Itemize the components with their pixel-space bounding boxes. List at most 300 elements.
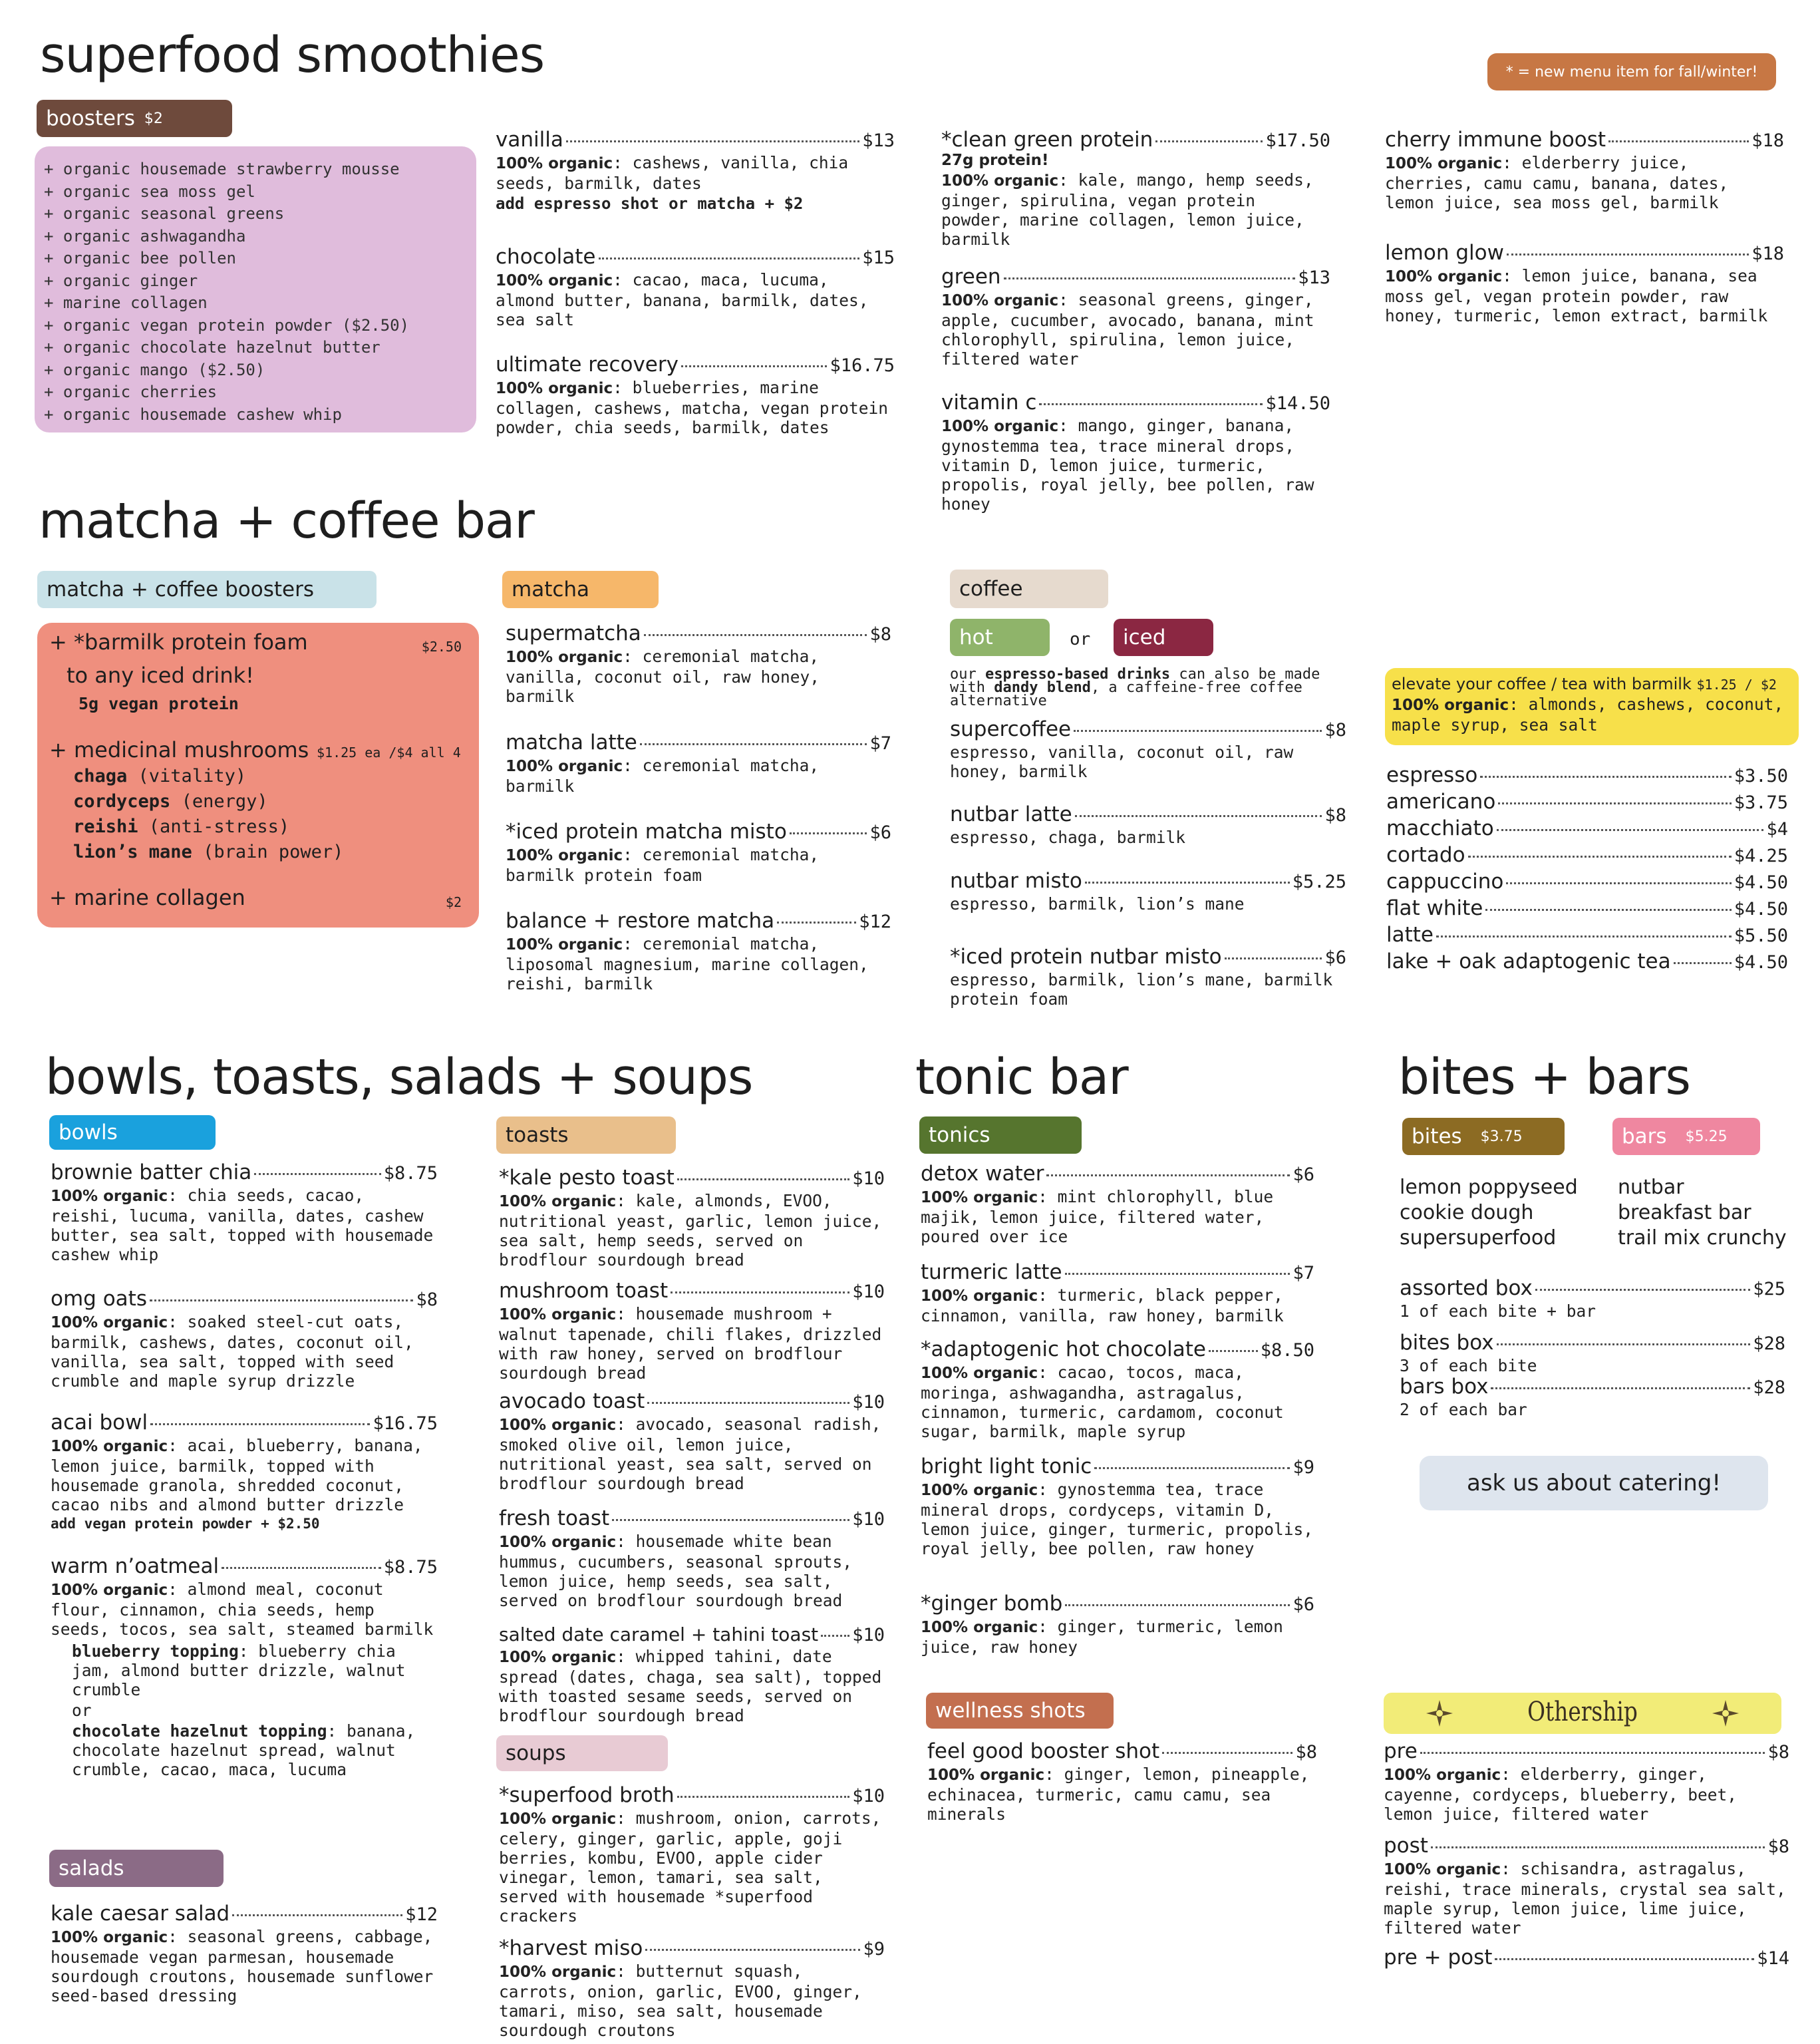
item-price: $18 bbox=[1751, 244, 1784, 264]
protein-foam-grams: 5g vegan protein bbox=[78, 694, 239, 713]
menu-item-assorted-box bbox=[1400, 1276, 1785, 1321]
pill-label: matcha + coffee boosters bbox=[47, 578, 314, 601]
ingredients: : housemade mushroom + walnut tapenade, chili flakes, drizzled with raw honey, served on brodflour sourdough bread bbox=[499, 1304, 882, 1383]
organic-label: 100% organic bbox=[1392, 697, 1509, 714]
menu-item-acai-bowl bbox=[51, 1411, 438, 1532]
item-price: $6 bbox=[1292, 1594, 1314, 1615]
item-desc bbox=[499, 1304, 885, 1383]
dot-leader bbox=[1497, 829, 1764, 831]
item-price: $4.25 bbox=[1734, 846, 1788, 866]
item-price: $8 bbox=[1767, 1836, 1789, 1857]
organic-label: 100% organic bbox=[927, 1767, 1045, 1784]
list-item bbox=[1386, 949, 1788, 975]
item-price: $6 bbox=[1292, 1164, 1314, 1185]
item-desc bbox=[941, 170, 1330, 249]
dot-leader bbox=[566, 140, 859, 142]
organic-label: 100% organic bbox=[499, 1534, 617, 1551]
ingredients: : cacao, maca, lucuma, almond butter, banana, barmilk, dates, sea salt bbox=[496, 270, 869, 329]
item-name: balance + restore matcha bbox=[506, 909, 775, 933]
ingredients: : almonds, cashews, coconut, maple syrup, sea salt bbox=[1392, 695, 1784, 735]
bowls-pill bbox=[49, 1115, 216, 1150]
organic-label: 100% organic bbox=[51, 1929, 168, 1946]
item-name: espresso bbox=[1386, 763, 1478, 787]
item-price: $8 bbox=[1767, 1742, 1789, 1763]
item-desc bbox=[941, 416, 1330, 514]
item-price: $8 bbox=[1324, 720, 1346, 741]
item-name: *adaptogenic hot chocolate bbox=[921, 1337, 1207, 1361]
matcha-coffee-boosters-box bbox=[37, 623, 479, 928]
dot-leader bbox=[1004, 277, 1296, 279]
barmilk-elevate-box bbox=[1385, 668, 1799, 745]
protein-foam-note: to any iced drink! bbox=[67, 663, 254, 688]
ingredients: : gynostemma tea, trace mineral drops, cordyceps, vitamin D, lemon juice, ginger, turmeric, propolis, royal jelly, bee pollen, raw honey bbox=[921, 1480, 1314, 1558]
item-name: *harvest miso bbox=[499, 1936, 643, 1960]
ingredients: : acai, blueberry, banana, lemon juice, barmilk, topped with housemade granola, shredded coconut, cacao nibs and almond butter drizzle bbox=[51, 1436, 423, 1514]
ingredients: : seasonal greens, cabbage, housemade vegan parmesan, housemade sourdough croutons, housemade sunflower seed-based dressing bbox=[51, 1927, 434, 2005]
item-price: $7 bbox=[869, 733, 891, 754]
organic-label: 100% organic bbox=[941, 418, 1059, 435]
item-desc bbox=[51, 1580, 438, 1639]
booster-item: + organic chocolate hazelnut butter bbox=[44, 338, 380, 357]
mushroom-chaga bbox=[73, 764, 246, 789]
dot-leader bbox=[150, 1299, 414, 1301]
item-desc bbox=[499, 1647, 885, 1725]
item-name: supercoffee bbox=[950, 717, 1072, 741]
bowls-title: bowls, toasts, salads + soups bbox=[45, 1049, 753, 1106]
organic-label: 100% organic bbox=[1384, 1767, 1501, 1784]
menu-item-chocolate bbox=[496, 245, 895, 329]
dot-leader bbox=[1498, 802, 1731, 804]
item-price: $25 bbox=[1753, 1279, 1785, 1299]
mushroom-reishi bbox=[73, 814, 289, 840]
dot-leader bbox=[1674, 962, 1732, 964]
matcha-pill bbox=[502, 571, 659, 608]
dot-leader bbox=[1075, 815, 1322, 817]
pill-label: bites bbox=[1412, 1124, 1462, 1148]
organic-label: 100% organic bbox=[51, 1314, 168, 1331]
item-price: $12 bbox=[859, 912, 891, 932]
dot-leader bbox=[254, 1173, 381, 1175]
menu-item-nutbar-latte bbox=[950, 802, 1346, 847]
item-name: americano bbox=[1386, 790, 1496, 814]
organic-label: 100% organic bbox=[506, 758, 623, 775]
dot-leader bbox=[671, 1291, 849, 1293]
pill-label: salads bbox=[59, 1856, 124, 1880]
boosters-box bbox=[35, 146, 476, 432]
item-name: *ginger bomb bbox=[921, 1592, 1063, 1616]
ingredients: : chia seeds, cacao, reishi, lucuma, vanilla, dates, cashew butter, sea salt, topped with housemade cashew whip bbox=[51, 1186, 434, 1264]
ingredients: : ginger, turmeric, lemon juice, raw honey bbox=[921, 1617, 1283, 1657]
item-price: $15 bbox=[862, 248, 895, 268]
ingredients: : seasonal greens, ginger, apple, cucumber, avocado, banana, mint chlorophyll, spirulina, lemon juice, filtered water bbox=[941, 290, 1314, 369]
list-item bbox=[1386, 789, 1788, 816]
matcha-coffee-title: matcha + coffee bar bbox=[39, 492, 534, 550]
organic-label: 100% organic bbox=[51, 1188, 168, 1205]
coffee-pill bbox=[950, 570, 1108, 608]
menu-item-supercoffee bbox=[950, 717, 1346, 781]
list-item: lemon poppyseed bbox=[1400, 1176, 1578, 1199]
booster-item: + organic ginger bbox=[44, 271, 198, 290]
salads-pill bbox=[49, 1850, 224, 1887]
item-name: warm n’oatmeal bbox=[51, 1554, 220, 1578]
item-desc bbox=[941, 290, 1330, 369]
ingredients: : avocado, seasonal radish, smoked olive oil, lemon juice, nutritional yeast, sea salt, served on brodflour sourdough bread bbox=[499, 1415, 881, 1493]
dot-leader bbox=[1468, 856, 1732, 858]
item-price: $4.50 bbox=[1734, 872, 1788, 893]
organic-label: 100% organic bbox=[921, 1619, 1038, 1636]
list-item bbox=[1386, 763, 1788, 789]
pill-label: soups bbox=[506, 1741, 566, 1765]
list-item: breakfast bar bbox=[1618, 1201, 1751, 1224]
booster-item: + organic mango ($2.50) bbox=[44, 360, 265, 379]
item-name: fresh toast bbox=[499, 1506, 610, 1530]
item-price: $8.50 bbox=[1260, 1340, 1314, 1361]
ingredients: : cacao, tocos, maca, moringa, ashwagandha, astragalus, cinnamon, turmeric, cardamom, coconut sugar, barmilk, maple syrup bbox=[921, 1363, 1284, 1441]
organic-label: 100% organic bbox=[499, 1963, 617, 1981]
ingredients: : lemon juice, banana, sea moss gel, vegan protein powder, raw honey, turmeric, lemon extract, barmilk bbox=[1385, 266, 1768, 325]
pill-price: $3.75 bbox=[1480, 1128, 1523, 1145]
dot-leader bbox=[232, 1914, 402, 1916]
menu-item-clean-green-protein bbox=[941, 128, 1330, 249]
list-item: nutbar bbox=[1618, 1176, 1684, 1199]
item-desc bbox=[921, 1285, 1314, 1325]
list-item bbox=[1386, 896, 1788, 922]
dot-leader bbox=[1225, 957, 1322, 959]
menu-item-warm-noatmeal bbox=[51, 1554, 438, 1779]
item-desc bbox=[496, 270, 895, 329]
item-price: $10 bbox=[852, 1392, 885, 1413]
item-price: $13 bbox=[1298, 267, 1330, 288]
item-desc bbox=[506, 756, 891, 796]
item-subtitle: 27g protein! bbox=[941, 152, 1049, 169]
dot-leader bbox=[222, 1567, 381, 1569]
menu-item-bars-box bbox=[1400, 1375, 1785, 1419]
mushroom-lions-mane bbox=[73, 840, 343, 865]
pill-label: iced bbox=[1123, 625, 1166, 649]
menu-item-othership-pre bbox=[1384, 1739, 1789, 1824]
dot-leader bbox=[790, 832, 867, 834]
item-desc bbox=[927, 1765, 1317, 1824]
item-name: avocado toast bbox=[499, 1389, 645, 1413]
item-desc bbox=[921, 1617, 1314, 1657]
dot-leader bbox=[1209, 1350, 1258, 1352]
item-price: $4.50 bbox=[1734, 952, 1788, 973]
organic-label: 100% organic bbox=[1385, 268, 1503, 285]
ingredients: : almond meal, coconut flour, cinnamon, chia seeds, hemp seeds, tocos, sea salt, steamed barmilk bbox=[51, 1580, 434, 1639]
item-desc bbox=[1384, 1765, 1789, 1824]
elevate-text: elevate your coffee / tea with barmilk bbox=[1392, 675, 1692, 693]
tonic-title: tonic bar bbox=[915, 1049, 1128, 1106]
ingredients: : turmeric, black pepper, cinnamon, vanilla, raw honey, barmilk bbox=[921, 1285, 1284, 1325]
dot-leader bbox=[1094, 1467, 1290, 1469]
dot-leader bbox=[677, 1796, 850, 1798]
ingredients: : ginger, lemon, pineapple, echinacea, turmeric, camu camu, sea minerals bbox=[927, 1765, 1310, 1824]
menu-item-othership-post bbox=[1384, 1834, 1789, 1938]
pill-label: matcha bbox=[512, 578, 590, 601]
item-price: $18 bbox=[1751, 130, 1784, 151]
menu-item-bites-box bbox=[1400, 1331, 1785, 1375]
dot-leader bbox=[1039, 403, 1263, 405]
organic-label: 100% organic bbox=[921, 1365, 1038, 1382]
organic-label: 100% organic bbox=[496, 155, 613, 172]
espresso-menu-list bbox=[1386, 763, 1788, 975]
menu-item-othership-pre-post bbox=[1384, 1946, 1789, 1969]
topping-desc: : blueberry chia jam, almond butter drizzle, walnut crumble bbox=[72, 1641, 406, 1699]
catering-banner[interactable] bbox=[1420, 1456, 1768, 1510]
dot-leader bbox=[647, 1402, 849, 1404]
dot-leader bbox=[1506, 882, 1731, 884]
iced-pill bbox=[1114, 619, 1213, 656]
note-bold: dandy blend bbox=[994, 679, 1091, 696]
dot-leader bbox=[1436, 936, 1732, 937]
item-name: pre bbox=[1384, 1739, 1418, 1763]
item-price: $9 bbox=[863, 1939, 885, 1959]
topping-chocolate bbox=[51, 1721, 438, 1779]
ingredients: : cashews, vanilla, chia seeds, barmilk, dates bbox=[496, 153, 849, 193]
item-price: $8.75 bbox=[383, 1163, 438, 1184]
menu-item-detox-water bbox=[921, 1162, 1314, 1246]
protein-foam-label: + *barmilk protein foam bbox=[49, 629, 308, 655]
item-desc bbox=[921, 1363, 1314, 1441]
item-price: $10 bbox=[852, 1281, 885, 1302]
dot-leader bbox=[677, 1178, 849, 1180]
collagen-label: + marine collagen bbox=[49, 885, 245, 910]
list-item bbox=[1386, 842, 1788, 869]
mushroom-benefit: (anti-stress) bbox=[138, 816, 290, 837]
item-desc bbox=[51, 1927, 438, 2005]
item-desc bbox=[506, 647, 891, 706]
menu-item-superfood-broth bbox=[499, 1783, 885, 1926]
item-name: detox water bbox=[921, 1162, 1044, 1186]
bites-pill bbox=[1402, 1118, 1565, 1155]
item-desc bbox=[51, 1186, 438, 1264]
item-price: $8 bbox=[869, 624, 891, 645]
dot-leader bbox=[1507, 254, 1749, 256]
ingredients: : elderberry juice, cherries, camu camu, banana, dates, lemon juice, sea moss gel, barmilk bbox=[1385, 153, 1729, 212]
menu-item-matcha-latte bbox=[506, 731, 891, 796]
list-item: cookie dough bbox=[1400, 1201, 1534, 1224]
organic-label: 100% organic bbox=[496, 272, 613, 289]
organic-label: 100% organic bbox=[921, 1287, 1038, 1305]
pill-label: toasts bbox=[506, 1123, 569, 1147]
dot-leader bbox=[1480, 776, 1731, 778]
boosters-price: $2 bbox=[144, 110, 163, 127]
menu-item-iced-protein-matcha-misto bbox=[506, 820, 891, 885]
dot-leader bbox=[645, 1949, 860, 1951]
list-item bbox=[1386, 816, 1788, 842]
item-price: $8 bbox=[1295, 1742, 1317, 1763]
menu-item-kale-caesar-salad bbox=[51, 1902, 438, 2005]
booster-item: + organic sea moss gel bbox=[44, 182, 255, 201]
item-price: $6 bbox=[869, 822, 891, 843]
mushroom-name: cordyceps bbox=[73, 791, 171, 812]
legend-badge bbox=[1487, 53, 1776, 90]
dot-leader bbox=[1065, 1604, 1290, 1606]
dot-leader bbox=[599, 257, 860, 259]
item-price: $12 bbox=[405, 1904, 438, 1925]
item-price: $7 bbox=[1292, 1263, 1314, 1283]
dot-leader bbox=[1155, 140, 1263, 142]
item-price: $4 bbox=[1766, 819, 1788, 840]
booster-item: + organic cherries bbox=[44, 383, 218, 401]
organic-label: 100% organic bbox=[499, 1193, 617, 1210]
item-name: *iced protein matcha misto bbox=[506, 820, 787, 844]
menu-item-feel-good-booster-shot bbox=[927, 1739, 1317, 1824]
bites-bars-title: bites + bars bbox=[1398, 1049, 1690, 1106]
pill-label: bars bbox=[1622, 1124, 1667, 1148]
item-name: nutbar latte bbox=[950, 802, 1072, 826]
legend-text: * = new menu item for fall/winter! bbox=[1505, 63, 1758, 81]
list-item bbox=[1386, 869, 1788, 896]
item-price: $8.75 bbox=[383, 1557, 438, 1578]
item-name: lemon glow bbox=[1385, 241, 1504, 265]
mushroom-name: reishi bbox=[73, 816, 138, 837]
item-desc bbox=[496, 153, 895, 193]
item-name: matcha latte bbox=[506, 731, 637, 755]
item-price: $13 bbox=[862, 130, 895, 151]
organic-label: 100% organic bbox=[506, 847, 623, 864]
item-desc bbox=[51, 1436, 438, 1514]
boosters-pill bbox=[37, 100, 232, 137]
ingredients: : housemade white bean hummus, cucumbers, seasonal sprouts, lemon juice, hemp seeds, sea salt, served on brodflour sourdough bread bbox=[499, 1532, 853, 1610]
item-name: ultimate recovery bbox=[496, 353, 679, 377]
organic-label: 100% organic bbox=[921, 1482, 1038, 1499]
organic-label: 100% organic bbox=[506, 649, 623, 666]
item-name: nutbar misto bbox=[950, 869, 1082, 893]
item-price: $28 bbox=[1753, 1377, 1785, 1398]
item-name: assorted box bbox=[1400, 1276, 1533, 1300]
item-name: green bbox=[941, 265, 1001, 289]
booster-item: + organic ashwagandha bbox=[44, 226, 246, 246]
menu-item-lemon-glow bbox=[1385, 241, 1784, 325]
pill-label: coffee bbox=[959, 577, 1023, 601]
bars-pill bbox=[1612, 1118, 1760, 1155]
organic-label: 100% organic bbox=[1384, 1861, 1501, 1878]
star-ornament-icon bbox=[1711, 1699, 1740, 1728]
item-price: $10 bbox=[852, 1625, 885, 1645]
menu-item-fresh-toast bbox=[499, 1506, 885, 1610]
dot-leader bbox=[150, 1423, 370, 1425]
item-desc bbox=[496, 378, 895, 437]
ingredients: : ceremonial matcha, barmilk protein foam bbox=[506, 845, 820, 885]
item-price: $14.50 bbox=[1265, 393, 1330, 414]
item-addon: add vegan protein powder + $2.50 bbox=[51, 1516, 320, 1532]
item-desc: 2 of each bar bbox=[1400, 1400, 1527, 1419]
dot-leader bbox=[1491, 1387, 1750, 1389]
item-price: $10 bbox=[852, 1786, 885, 1806]
dot-leader bbox=[1046, 1174, 1290, 1176]
item-name: bars box bbox=[1400, 1375, 1489, 1399]
item-desc bbox=[51, 1312, 438, 1391]
dot-leader bbox=[1162, 1752, 1292, 1754]
item-price: $5.25 bbox=[1292, 872, 1346, 892]
note-text: can also be made with bbox=[950, 666, 1320, 696]
pill-label: bowls bbox=[59, 1120, 118, 1144]
item-name: *superfood broth bbox=[499, 1783, 675, 1807]
topping-or: or bbox=[72, 1701, 92, 1720]
toasts-pill bbox=[496, 1116, 676, 1154]
topping-blueberry bbox=[51, 1641, 438, 1699]
item-name: kale caesar salad bbox=[51, 1902, 230, 1926]
item-price: $4.50 bbox=[1734, 899, 1788, 920]
dot-leader bbox=[1495, 1958, 1754, 1960]
dot-leader bbox=[681, 365, 827, 367]
ingredients: : schisandra, astragalus, reishi, trace minerals, crystal sea salt, maple syrup, lemon juice, lime juice, filtered water bbox=[1384, 1859, 1786, 1938]
item-name: *kale pesto toast bbox=[499, 1166, 675, 1190]
item-price: $8 bbox=[1324, 805, 1346, 826]
mushrooms-price: $1.25 ea /$4 all 4 bbox=[317, 745, 461, 761]
dot-leader bbox=[644, 634, 867, 636]
collagen-price: $2 bbox=[445, 894, 462, 910]
bars-list bbox=[1618, 1175, 1787, 1251]
mushroom-benefit: (brain power) bbox=[192, 842, 344, 862]
item-name: *clean green protein bbox=[941, 128, 1153, 152]
dot-leader bbox=[1485, 909, 1731, 911]
item-price: $10 bbox=[852, 1509, 885, 1530]
organic-label: 100% organic bbox=[51, 1582, 168, 1599]
item-desc: espresso, vanilla, coconut oil, raw honey, barmilk bbox=[950, 743, 1294, 781]
topping-name: chocolate hazelnut topping bbox=[72, 1721, 327, 1741]
booster-item: + organic housemade strawberry mousse bbox=[44, 160, 400, 178]
menu-item-ginger-bomb bbox=[921, 1592, 1314, 1657]
pill-label: wellness shots bbox=[935, 1699, 1086, 1723]
menu-item-brownie-batter-chia bbox=[51, 1160, 438, 1264]
ingredients: : ceremonial matcha, barmilk bbox=[506, 756, 820, 796]
dot-leader bbox=[1497, 1343, 1751, 1345]
item-name: *iced protein nutbar misto bbox=[950, 945, 1222, 969]
booster-item: + marine collagen bbox=[44, 293, 208, 312]
organic-label: 100% organic bbox=[51, 1438, 168, 1455]
mushrooms-label: + medicinal mushrooms bbox=[49, 737, 309, 763]
item-desc bbox=[506, 934, 891, 993]
elevate-price: $1.25 / $2 bbox=[1696, 677, 1777, 693]
item-name: cortado bbox=[1386, 843, 1465, 867]
item-desc bbox=[499, 1191, 885, 1270]
elevate-desc bbox=[1392, 695, 1792, 735]
organic-label: 100% organic bbox=[499, 1649, 617, 1666]
dot-leader bbox=[640, 743, 867, 745]
ingredients: : soaked steel-cut oats, barmilk, cashews, dates, coconut oil, vanilla, sea salt, topped with seed crumble and maple syrup drizzle bbox=[51, 1312, 414, 1391]
menu-item-nutbar-misto bbox=[950, 869, 1346, 914]
item-price: $5.50 bbox=[1734, 926, 1788, 946]
item-desc bbox=[1385, 266, 1784, 325]
item-desc bbox=[921, 1480, 1314, 1558]
pill-label: tonics bbox=[929, 1123, 990, 1147]
item-name: vanilla bbox=[496, 128, 563, 152]
menu-item-green bbox=[941, 265, 1330, 369]
item-name: bright light tonic bbox=[921, 1454, 1092, 1478]
menu-item-harvest-miso bbox=[499, 1936, 885, 2040]
ingredients: : elderberry, ginger, cayenne, cordyceps, blueberry, beet, lemon juice, filtered water bbox=[1384, 1765, 1738, 1824]
bites-list bbox=[1400, 1175, 1578, 1251]
item-name: lake + oak adaptogenic tea bbox=[1386, 949, 1671, 973]
pill-label: hot bbox=[959, 625, 993, 649]
dot-leader bbox=[1065, 1273, 1290, 1275]
list-item: trail mix crunchy bbox=[1618, 1226, 1787, 1250]
item-price: $3.75 bbox=[1734, 792, 1788, 813]
topping-name: blueberry topping bbox=[72, 1641, 239, 1661]
organic-label: 100% organic bbox=[506, 936, 623, 953]
menu-item-vitamin-c bbox=[941, 391, 1330, 514]
catering-text: ask us about catering! bbox=[1467, 1470, 1721, 1496]
item-name: omg oats bbox=[51, 1287, 147, 1311]
dot-leader bbox=[777, 922, 856, 924]
menu-item-cherry-immune-boost bbox=[1385, 128, 1784, 212]
menu-item-turmeric-latte bbox=[921, 1260, 1314, 1325]
menu-item-adaptogenic-hot-chocolate bbox=[921, 1337, 1314, 1441]
item-name: flat white bbox=[1386, 896, 1483, 920]
ingredients: : kale, almonds, EVOO, nutritional yeast, garlic, lemon juice, sea salt, hemp seeds, served on brodflour sourdough bread bbox=[499, 1191, 882, 1270]
